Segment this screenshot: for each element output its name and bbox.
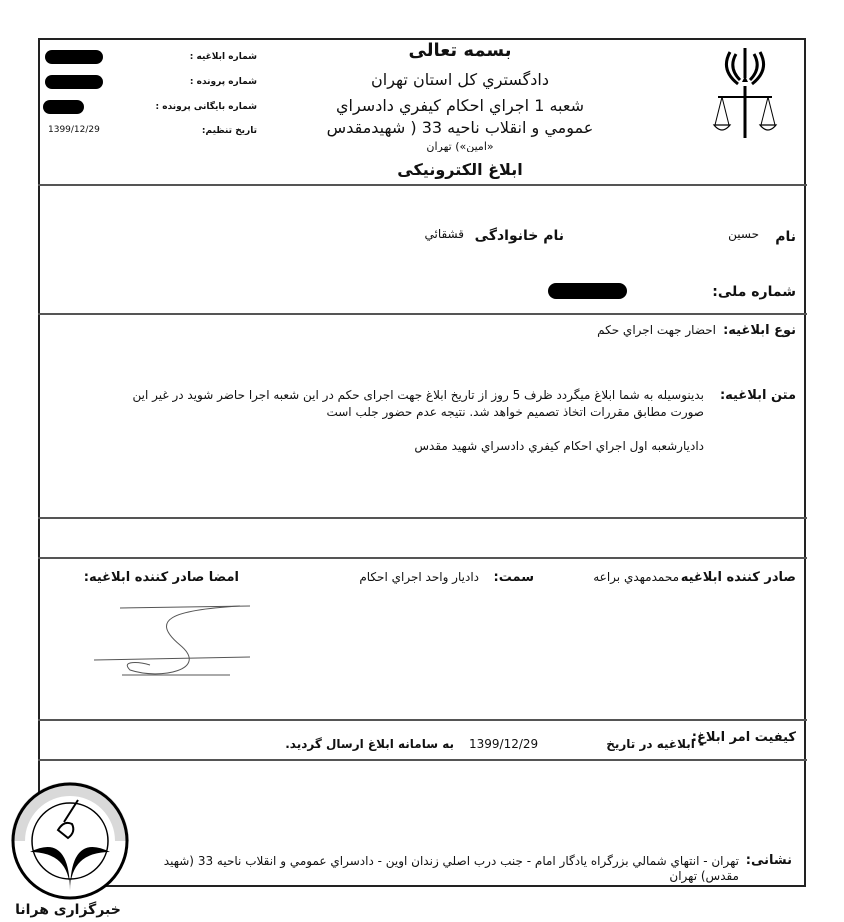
divider-delivery [38,759,807,761]
delivery-date: 1399/12/29 [469,737,539,751]
last-name-label: نام خانوادگی [474,228,564,244]
redacted-notice-number [45,50,103,64]
archive-number-label: شماره بایگانی پرونده : [155,102,257,112]
notice-type-label: نوع ابلاغیه: [723,323,796,338]
delivery-prefix: - ابلاغیه در تاریخ [606,737,704,751]
notice-text-line-1: بدینوسیله به شما ابلاغ میگردد ظرف 5 روز از تاریخ ابلاغ جهت اجرای حکم در این شعبه اجرا حاضر شوید در غیر این [132,388,704,402]
divider-header [38,184,807,186]
signature-label: امضا صادر کننده ابلاغیه: [83,570,239,585]
case-number-label: شماره پرونده : [189,77,257,87]
hra-caption: خبرگزاری هرانا [15,902,121,918]
address-line-1: تهران - انتهاي شمالي بزرگراه يادگار امام - جنب درب اصلي زندان اوين - دادسراي عمومي و انقلاب ناحيه 33 (شهيد [163,854,739,868]
last-name-value: قشقائي [424,227,464,241]
notice-text-line-2: صورت مطابق مقررات اتخاذ تصمیم خواهد شد. نتیجه عدم حضور جلب است [326,405,704,419]
judiciary-emblem-icon [712,42,778,142]
delivery-label: کیفیت امر ابلاغ: [691,730,796,745]
first-name-value: حسین [728,227,759,241]
national-id-label: شماره ملی: [712,284,796,300]
notice-number-label: شماره ابلاغیه : [189,52,257,62]
issue-date-value: 1399/12/29 [48,125,100,135]
divider-issuer [38,719,807,721]
notice-type-value: احضار جهت اجراي حکم [597,323,716,337]
branch-line-1: شعبه 1 اجراي احکام کيفري دادسراي [335,96,585,115]
court-name: دادگستري کل استان تهران [371,70,549,89]
document-title: ابلاغ الکترونیکی [397,160,523,179]
divider-blank [38,557,807,559]
divider-person [38,313,807,315]
address-line-2: مقدس) تهران [669,869,739,883]
notice-signatory-line: دادیارشعبه اول اجراي احکام کيفري دادسراي شهید مقدس [414,439,704,453]
invocation: بسمه تعالی [408,40,512,61]
issuer-label: صادر کننده ابلاغیه [680,570,796,585]
issuer-name: محمدمهدي براعه [593,570,679,584]
redacted-archive-number [43,100,84,114]
address-label: نشانی: [745,853,792,868]
delivery-suffix: به سامانه ابلاغ ارسال گردید. [285,737,454,751]
branch-line-2: عمومي و انقلاب ناحيه 33 ( شهيدمقدس [326,118,594,137]
redacted-case-number [45,75,103,89]
hra-logo-icon [8,782,132,900]
divider-notice [38,517,807,519]
issue-date-label: تاریخ تنظیم: [201,126,257,136]
notice-text-label: متن ابلاغیه: [719,388,796,403]
position-label: سمت: [493,570,534,585]
branch-line-3: «امین») تهران [426,140,494,152]
signature-icon [90,600,250,680]
first-name-label: نام [775,229,796,245]
position-value: دادیار واحد اجراي احکام [359,570,479,584]
redacted-national-id [548,283,627,299]
